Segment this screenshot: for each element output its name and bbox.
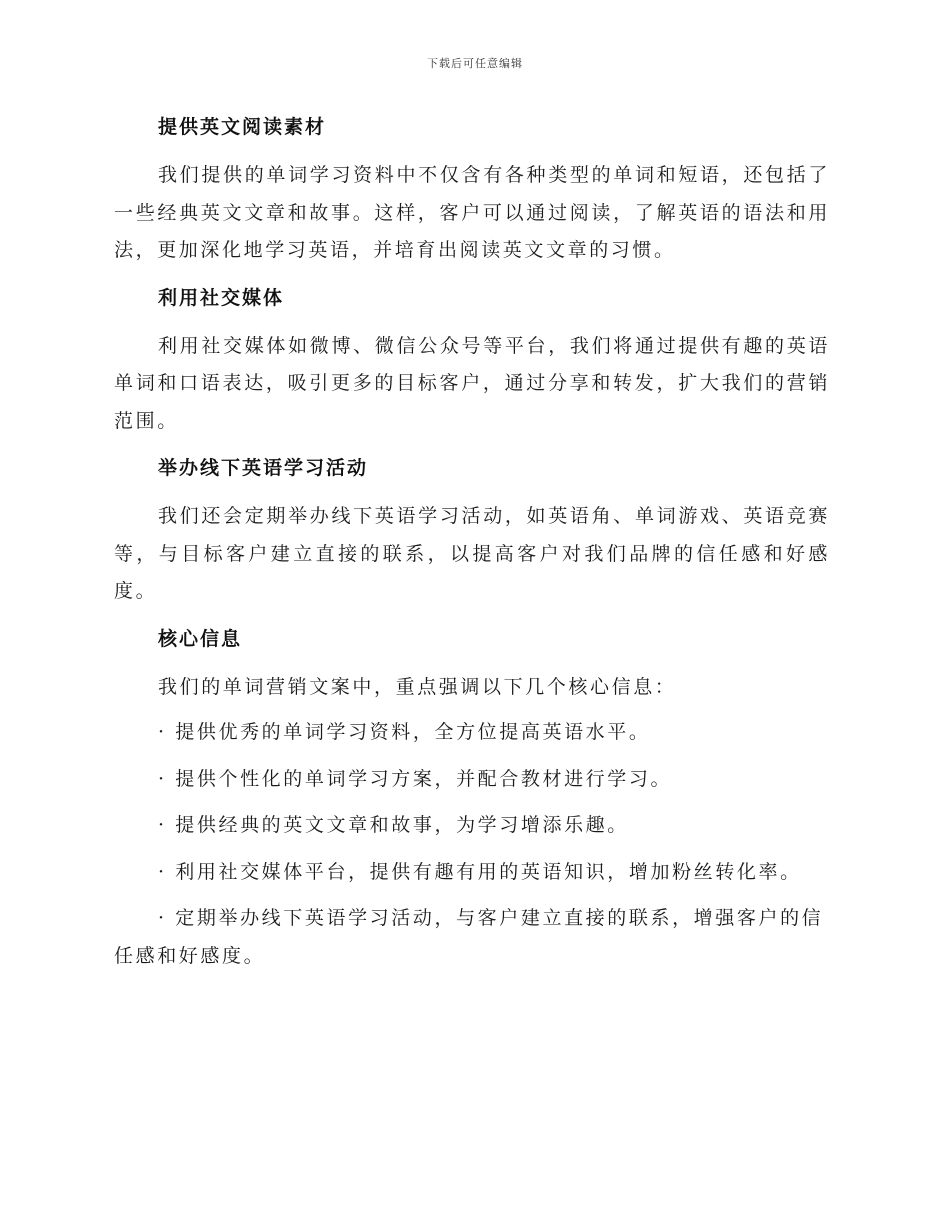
section-heading-social-media: 利用社交媒体: [158, 286, 285, 309]
section-paragraph-social-media: 利用社交媒体如微博、微信公众号等平台，我们将通过提供有趣的英语单词和口语表达，吸引更多的目标客户，通过分享和转发，扩大我们的营销范围。: [114, 334, 830, 432]
bullet-item: · 提供个性化的单词学习方案，并配合教材进行学习。: [158, 767, 673, 790]
section-paragraph-core-message: 我们的单词营销文案中，重点强调以下几个核心信息：: [158, 675, 677, 698]
section-paragraph-reading-materials: 我们提供的单词学习资料中不仅含有各种类型的单词和短语，还包括了一些经典英文文章和故事。这样，客户可以通过阅读，了解英语的语法和用法，更加深化地学习英语，并培育出阅读英文文章的习惯。: [114, 164, 830, 261]
bullet-item: · 利用社交媒体平台，提供有趣有用的英语知识，增加粉丝转化率。: [158, 860, 802, 883]
section-heading-reading-materials: 提供英文阅读素材: [158, 116, 327, 138]
bullet-item: · 提供优秀的单词学习资料，全方位提高英语水平。: [158, 721, 651, 743]
document-body: [114, 108, 830, 984]
section-paragraph-offline-activities: 我们还会定期举办线下英语学习活动，如英语角、单词游戏、英语竞赛等，与目标客户建立直接的联系，以提高客户对我们品牌的信任感和好感度。: [114, 505, 830, 602]
bullet-item: · 提供经典的英文文章和故事，为学习增添乐趣。: [158, 814, 629, 836]
section-heading-offline-activities: 举办线下英语学习活动: [158, 457, 369, 479]
section-heading-core-message: 核心信息: [158, 627, 243, 650]
bullet-item: · 定期举办线下英语学习活动，与客户建立直接的联系，增强客户的信任感和好感度。: [114, 907, 824, 967]
page-header: 下载后可任意编辑: [427, 57, 523, 70]
